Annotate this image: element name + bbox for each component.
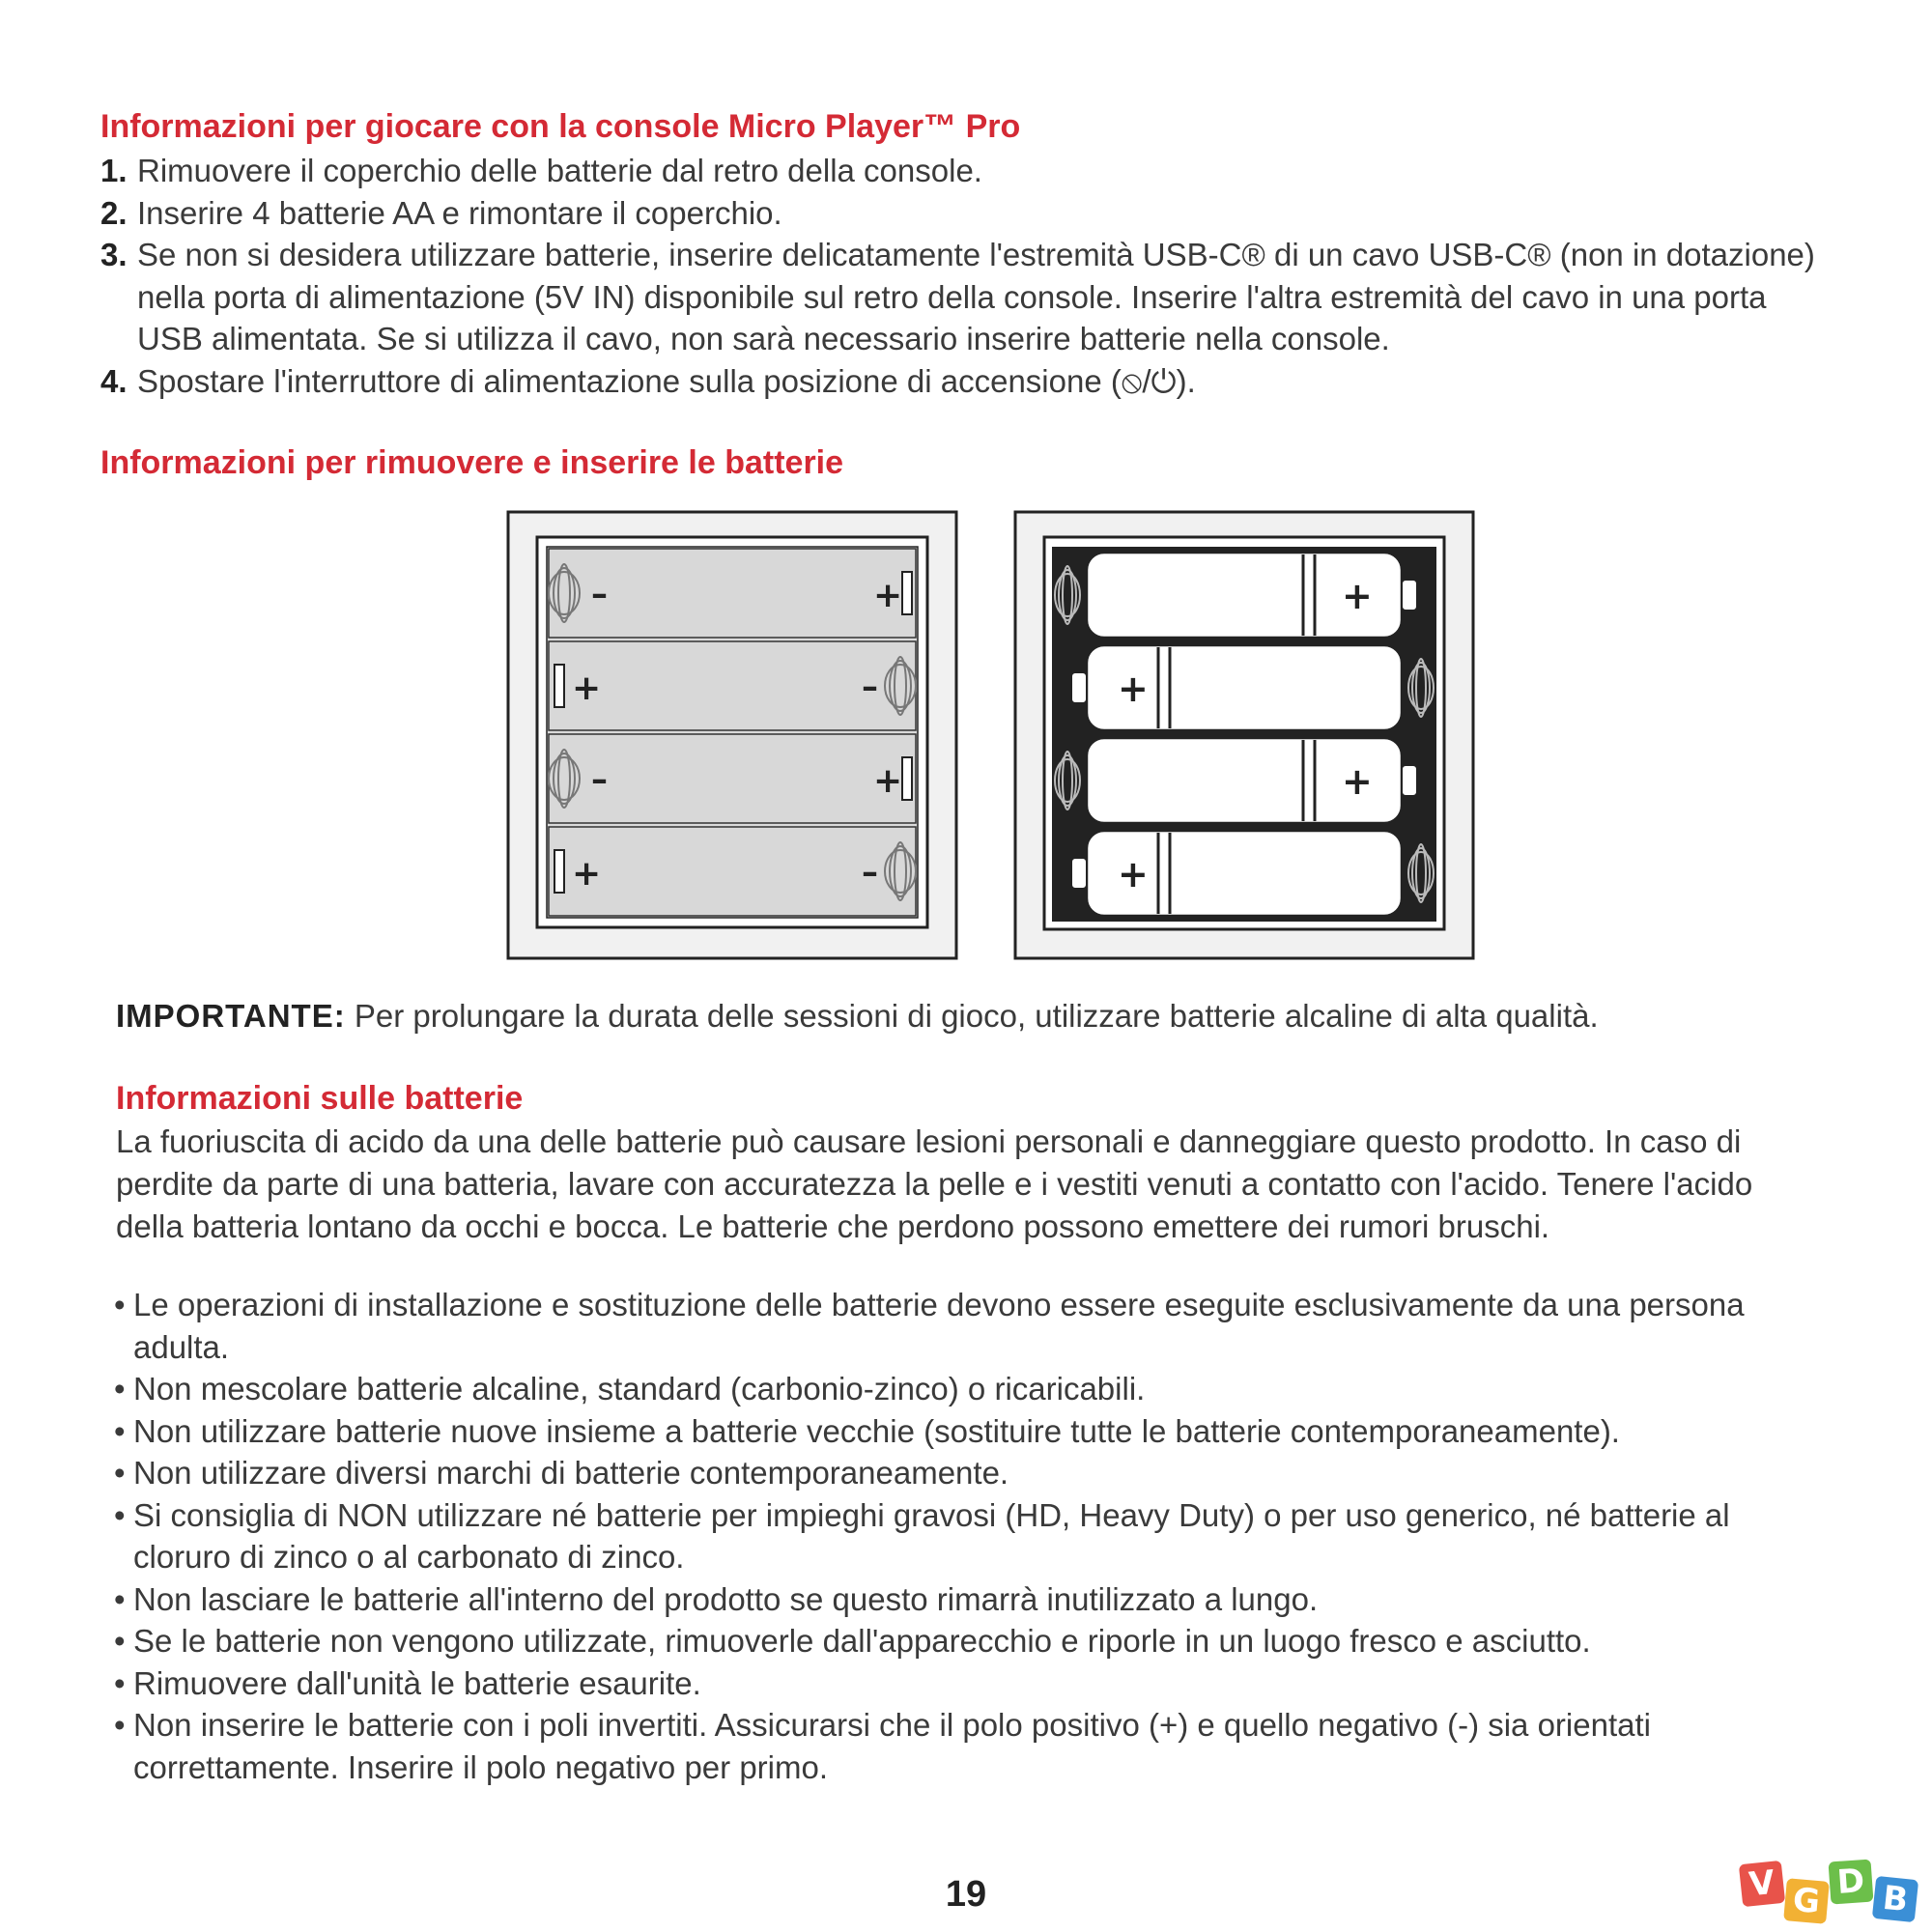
plus-label: +	[873, 576, 903, 615]
empty-battery-slot	[549, 641, 916, 730]
bullet-icon: •	[114, 1287, 126, 1322]
list-item	[114, 1578, 1833, 1621]
page-number: 19	[945, 1874, 987, 1915]
bullet-icon: •	[114, 1664, 126, 1701]
plus-label: +	[1342, 760, 1373, 803]
bullet-icon: •	[114, 1707, 126, 1743]
plus-label: +	[1342, 575, 1373, 617]
step-item	[100, 234, 1820, 360]
list-item-text: Le operazioni di installazione e sostituzione delle batterie devono essere eseguite esclusivamente da una persona adulta.	[133, 1287, 1745, 1365]
list-item-text: Non mescolare batterie alcaline, standard (carbonio-zinco) o ricaricabili.	[133, 1371, 1146, 1406]
list-item-text: Non utilizzare diversi marchi di batterie contemporaneamente.	[133, 1455, 1009, 1491]
list-item	[114, 1452, 1833, 1494]
plus-label: +	[572, 854, 602, 894]
step-text: Inserire 4 batterie AA e rimontare il coperchio.	[137, 194, 782, 231]
bullet-icon: •	[114, 1371, 126, 1406]
list-item-text: Si consiglia di NON utilizzare né batterie per impieghi gravosi (HD, Heavy Duty) o per uso generico, né batterie al cloruro di zinco o al carbonato di zinco.	[133, 1496, 1730, 1575]
plus-label: +	[1118, 668, 1149, 710]
step-item	[100, 192, 1820, 235]
aa-battery	[1071, 645, 1434, 730]
minus-label: –	[862, 853, 878, 892]
list-item	[114, 1662, 1833, 1705]
empty-battery-slot	[549, 734, 916, 823]
aa-battery	[1071, 831, 1434, 916]
minus-label: –	[591, 760, 608, 799]
list-item-text: Non lasciare le batterie all'interno del prodotto se questo rimarrà inutilizzato a lungo.	[133, 1580, 1319, 1617]
logo-tile: G	[1783, 1878, 1830, 1924]
section-heading-battery-info: Informazioni sulle batterie	[116, 1080, 524, 1117]
step-number: 1.	[100, 153, 128, 188]
important-note	[116, 995, 1855, 1037]
step-number: 2.	[100, 194, 128, 231]
bullet-icon: •	[114, 1496, 126, 1533]
battery-warning-paragraph: La fuoriuscita di acido da una delle batterie può causare lesioni personali e danneggiare questo prodotto. In caso di perdite da parte di una batteria, lavare con accuratezza la pelle e i vestiti venuti a contatto con l'acido. Tenere l'acido della batteria lontano da occhi e bocca. Le batterie che perdono possono emettere dei rumori bruschi.	[116, 1123, 1753, 1244]
empty-battery-compartment-diagram	[506, 510, 960, 962]
list-item	[114, 1410, 1833, 1453]
step-item	[100, 360, 1820, 403]
battery-rules-list	[114, 1284, 1833, 1788]
minus-label: –	[862, 668, 878, 706]
plus-label: +	[1118, 853, 1149, 895]
list-item-text: Non inserire le batterie con i poli invertiti. Assicurarsi che il polo positivo (+) e quello negativo (-) sia orientati correttamente. Inserire il polo negativo per primo.	[133, 1707, 1651, 1785]
list-item-text: Rimuovere dall'unità le batterie esaurite.	[133, 1664, 701, 1701]
aa-battery	[1055, 553, 1417, 638]
list-item	[114, 1494, 1833, 1578]
step-number: 3.	[100, 237, 128, 272]
list-item	[114, 1620, 1833, 1662]
list-item	[114, 1368, 1833, 1410]
plus-label: +	[873, 761, 903, 801]
step-text: Spostare l'interruttore di alimentazione sulla posizione di accensione (⦸/⏻).	[137, 362, 1196, 399]
bullet-icon: •	[114, 1412, 126, 1449]
plus-label: +	[572, 668, 602, 708]
list-item	[114, 1704, 1833, 1788]
important-text: Per prolungare la durata delle sessioni di gioco, utilizzare batterie alcaline di alta qualità.	[345, 998, 1599, 1034]
bullet-icon: •	[114, 1455, 126, 1491]
empty-battery-slot	[549, 827, 916, 916]
logo-tile: V	[1739, 1861, 1785, 1907]
aa-battery	[1055, 738, 1417, 823]
installed-batteries-diagram	[1013, 510, 1477, 962]
logo-tile: D	[1829, 1860, 1874, 1905]
step-text: Se non si desidera utilizzare batterie, inserire delicatamente l'estremità USB-C® di un cavo USB-C® (non in dotazione) nella porta di alimentazione (5V IN) disponibile sul retro della console. Inserire l'altra estremità del cavo in una porta USB alimentata. Se si utilizza il cavo, non sarà necessario inserire batterie nella console.	[137, 237, 1815, 356]
list-item-text: Se le batterie non vengono utilizzate, rimuoverle dall'apparecchio e riporle in un luogo fresco e asciutto.	[133, 1623, 1591, 1659]
important-label: IMPORTANTE:	[116, 998, 346, 1034]
list-item-text: Non utilizzare batterie nuove insieme a batterie vecchie (sostituire tutte le batterie contemporaneamente).	[133, 1412, 1620, 1449]
empty-battery-slot	[549, 549, 916, 638]
bullet-icon: •	[114, 1580, 126, 1617]
step-item	[100, 150, 1820, 192]
step-number: 4.	[100, 362, 128, 399]
minus-label: –	[591, 575, 608, 613]
section-heading-playing: Informazioni per giocare con la console Micro Player™ Pro	[100, 108, 1021, 145]
setup-steps-list	[100, 150, 1820, 402]
bullet-icon: •	[114, 1623, 126, 1659]
section-heading-batteries-insert: Informazioni per rimuovere e inserire le batterie	[100, 444, 844, 481]
list-item	[114, 1284, 1833, 1368]
vgdb-watermark-logo	[1741, 1859, 1932, 1932]
step-text: Rimuovere il coperchio delle batterie dal retro della console.	[137, 153, 982, 188]
logo-tile: B	[1872, 1876, 1918, 1922]
